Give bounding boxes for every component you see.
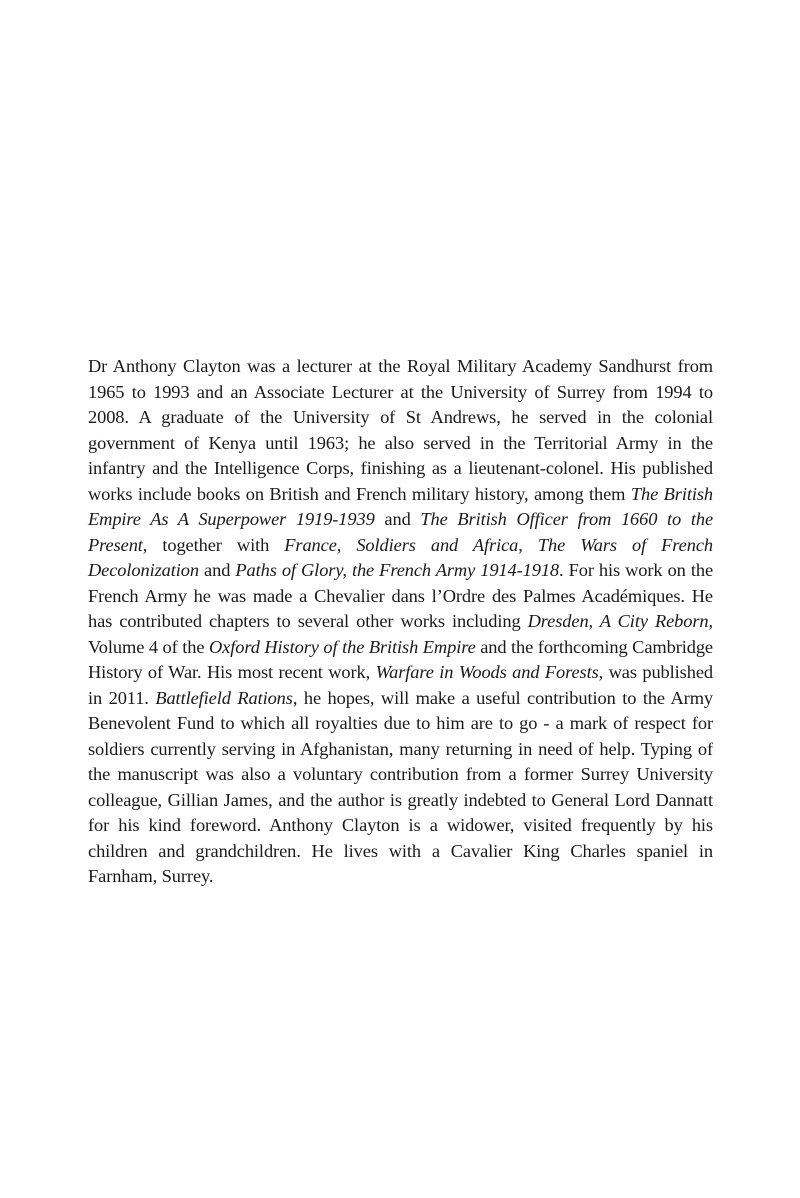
bio-text: , he hopes, will make a useful contribution to the Army Benevolent Fund to which all royalties due to him are to go - a mark of respect for soldiers currently serving in Afghanistan, many returning in need of help. Typing of the manuscript was also a voluntary contribution from a former Surrey University colleague, Gillian James, and the author is greatly indebted to General Lord Dannatt for his kind foreword. Anthony Clayton is a widower, visited frequently by his children and grandchildren. He lives with a Cavalier King Charles spaniel in Farnham, Surrey. <box>88 687 713 886</box>
bio-text: , was published in 2011. <box>88 662 713 708</box>
bio-text: and the forthcoming Cambridge History of War. His most recent work, <box>88 636 713 682</box>
book-title: The Wars of French Decolonization <box>88 534 713 580</box>
book-title: The British Empire As A Superpower 1919-1939 <box>88 483 714 529</box>
bio-text: , together with <box>142 534 285 555</box>
book-title: Dresden, A City Reborn <box>527 611 709 631</box>
bio-text: Dr Anthony Clayton was a lecturer at the Royal Military Academy Sandhurst from 1965 to 1993 and an Associate Lecturer at the University of Surrey from 1994 to 2008. A graduate of the University of St Andrews, he served in the colonial government of Kenya until 1963; he also served in the Territorial Army in the infantry and the Intelligence Corps, finishing as a lieutenant-colonel. His published works include books on British and French military history, among them <box>88 356 713 504</box>
author-biography <box>88 354 713 890</box>
bio-text: and <box>374 509 421 529</box>
book-title: Battlefield Rations <box>155 687 293 708</box>
bio-text: and <box>198 560 236 580</box>
bio-text: . For his work on the French Army he was made a Chevalier dans l’Ordre des Palmes Académiques. He has contributed chapters to several other works including <box>88 560 714 631</box>
bio-text: , <box>518 534 538 555</box>
book-title: Paths of Glory, the French Army 1914-1918 <box>235 560 560 580</box>
book-title: Warfare in Woods and Forests <box>375 662 599 682</box>
book-title: France, Soldiers and Africa <box>284 534 519 555</box>
bio-text: , Volume 4 of the <box>88 611 713 657</box>
book-title: The British Officer from 1660 to the Present <box>88 509 714 555</box>
book-title: Oxford History of the British Empire <box>208 636 476 657</box>
